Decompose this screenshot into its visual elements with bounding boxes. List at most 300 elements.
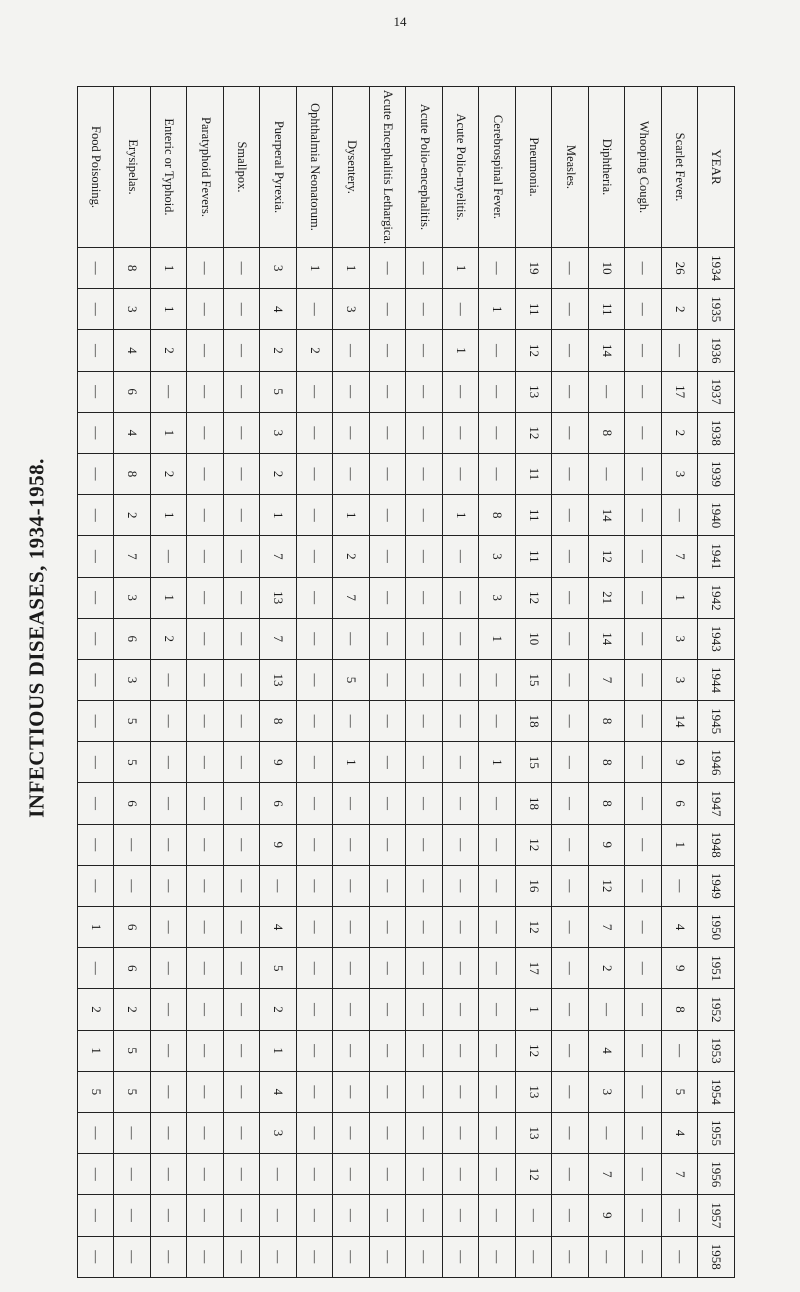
table-cell: — xyxy=(151,948,188,989)
table-cell: — xyxy=(443,453,480,494)
table-cell: — xyxy=(625,1112,662,1153)
year-cell: 1948 xyxy=(698,824,735,865)
column-header: Paratyphoid Fevers. xyxy=(187,87,224,248)
table-cell: — xyxy=(479,412,516,453)
table-cell: 5 xyxy=(114,742,151,783)
table-cell: — xyxy=(370,412,407,453)
table-cell: — xyxy=(406,371,443,412)
table-cell: — xyxy=(297,536,334,577)
table-cell: — xyxy=(333,1236,370,1278)
table-cell: — xyxy=(78,577,115,618)
table-cell: — xyxy=(370,371,407,412)
table-cell: — xyxy=(625,989,662,1030)
table-cell: — xyxy=(443,1030,480,1071)
table-cell: — xyxy=(224,659,261,700)
table-cell: — xyxy=(187,1236,224,1278)
table-cell: — xyxy=(552,248,589,289)
table-cell: 1 xyxy=(151,577,188,618)
table-cell: 3 xyxy=(662,659,699,700)
table-cell: — xyxy=(370,1154,407,1195)
table-cell: 2 xyxy=(662,289,699,330)
table-cell: — xyxy=(151,536,188,577)
table-cell: — xyxy=(151,1112,188,1153)
table-cell: 2 xyxy=(114,495,151,536)
table-cell: — xyxy=(406,948,443,989)
table-cell: — xyxy=(187,412,224,453)
table-cell: 12 xyxy=(516,412,553,453)
table-cell: — xyxy=(187,1154,224,1195)
table-cell: 4 xyxy=(260,289,297,330)
table-cell: — xyxy=(151,989,188,1030)
table-cell: 12 xyxy=(516,907,553,948)
infectious-diseases-table xyxy=(77,86,735,1278)
table-cell: 1 xyxy=(479,742,516,783)
table-cell: — xyxy=(114,824,151,865)
table-cell: — xyxy=(406,1071,443,1112)
table-cell: — xyxy=(224,742,261,783)
table-cell: — xyxy=(406,453,443,494)
table-cell: 12 xyxy=(516,824,553,865)
year-cell: 1943 xyxy=(698,618,735,659)
year-cell: 1951 xyxy=(698,948,735,989)
table-cell: 11 xyxy=(516,453,553,494)
table-cell: — xyxy=(625,1195,662,1236)
table-cell: — xyxy=(224,1071,261,1112)
table-cell: — xyxy=(589,1236,626,1278)
table-cell: 14 xyxy=(589,330,626,371)
table-cell: 1 xyxy=(151,248,188,289)
table-cell: — xyxy=(297,1195,334,1236)
table-cell: — xyxy=(552,412,589,453)
table-cell: — xyxy=(443,824,480,865)
table-cell: — xyxy=(443,289,480,330)
table-cell: — xyxy=(479,1071,516,1112)
table-cell: — xyxy=(151,701,188,742)
year-cell: 1949 xyxy=(698,865,735,906)
table-cell: — xyxy=(370,1030,407,1071)
table-cell: — xyxy=(552,865,589,906)
table-cell: — xyxy=(552,1030,589,1071)
table-cell: 1 xyxy=(297,248,334,289)
table-cell: 10 xyxy=(589,248,626,289)
table-cell: — xyxy=(78,701,115,742)
column-header: Scarlet Fever. xyxy=(662,87,699,248)
column-header: Smallpox. xyxy=(224,87,261,248)
table-cell: — xyxy=(552,536,589,577)
table-cell: — xyxy=(78,865,115,906)
table-cell: — xyxy=(187,659,224,700)
table-row xyxy=(589,87,626,1278)
table-cell: — xyxy=(297,577,334,618)
table-cell: — xyxy=(114,1236,151,1278)
table-cell: 5 xyxy=(114,701,151,742)
table-cell: — xyxy=(479,659,516,700)
table-cell: — xyxy=(333,701,370,742)
table-cell: — xyxy=(151,1071,188,1112)
table-cell: 17 xyxy=(662,371,699,412)
table-cell: 2 xyxy=(333,536,370,577)
year-cell: 1952 xyxy=(698,989,735,1030)
table-cell: — xyxy=(78,371,115,412)
table-cell: — xyxy=(516,1195,553,1236)
table-cell: — xyxy=(187,907,224,948)
table-cell: — xyxy=(297,289,334,330)
table-cell: 19 xyxy=(516,248,553,289)
table-cell: — xyxy=(406,1236,443,1278)
table-cell: — xyxy=(151,783,188,824)
table-cell: — xyxy=(78,618,115,659)
table-cell: — xyxy=(297,948,334,989)
table-cell: — xyxy=(552,1071,589,1112)
table-cell: — xyxy=(662,1236,699,1278)
table-cell: — xyxy=(443,907,480,948)
table-cell: — xyxy=(78,783,115,824)
table-cell: — xyxy=(187,824,224,865)
side-title-text: INFECTIOUS DISEASES, 1934-1958. xyxy=(24,458,49,818)
table-cell: — xyxy=(552,783,589,824)
table-row xyxy=(552,87,589,1278)
year-cell: 1947 xyxy=(698,783,735,824)
table-cell: 1 xyxy=(151,289,188,330)
table-cell: — xyxy=(333,989,370,1030)
table-cell: — xyxy=(224,783,261,824)
table-cell: — xyxy=(443,865,480,906)
column-header: Acute Polio-encephalitis. xyxy=(406,87,443,248)
table-cell: — xyxy=(297,1112,334,1153)
table-cell: 2 xyxy=(151,453,188,494)
table-cell: — xyxy=(625,536,662,577)
table-row xyxy=(78,87,115,1278)
table-cell: 5 xyxy=(260,948,297,989)
table-cell: — xyxy=(406,742,443,783)
table-cell: — xyxy=(370,1112,407,1153)
table-cell: 4 xyxy=(260,907,297,948)
table-cell: — xyxy=(224,948,261,989)
table-cell: 12 xyxy=(589,536,626,577)
table-cell: 3 xyxy=(333,289,370,330)
table-cell: 3 xyxy=(479,536,516,577)
table-cell: 2 xyxy=(662,412,699,453)
table-cell: — xyxy=(552,289,589,330)
table-cell: — xyxy=(187,783,224,824)
table-cell: 2 xyxy=(78,989,115,1030)
table-cell: 5 xyxy=(333,659,370,700)
table-cell: 1 xyxy=(443,495,480,536)
table-cell: — xyxy=(479,453,516,494)
column-header: Whooping Cough. xyxy=(625,87,662,248)
table-cell: — xyxy=(78,742,115,783)
column-header: Cerebrospinal Fever. xyxy=(479,87,516,248)
table-cell: 3 xyxy=(662,453,699,494)
table-cell: — xyxy=(516,1236,553,1278)
table-cell: — xyxy=(443,659,480,700)
table-cell: 1 xyxy=(78,1030,115,1071)
table-cell: — xyxy=(406,989,443,1030)
table-cell: — xyxy=(187,248,224,289)
table-cell: — xyxy=(406,1195,443,1236)
table-cell: — xyxy=(333,1112,370,1153)
table-cell: — xyxy=(297,989,334,1030)
table-cell: — xyxy=(443,1112,480,1153)
table-cell: — xyxy=(552,1154,589,1195)
table-cell: — xyxy=(443,989,480,1030)
table-cell: — xyxy=(224,577,261,618)
table-cell: — xyxy=(662,330,699,371)
table-cell: — xyxy=(406,1112,443,1153)
table-row xyxy=(516,87,553,1278)
table-cell: — xyxy=(552,824,589,865)
table-cell: 5 xyxy=(260,371,297,412)
table-cell: — xyxy=(78,330,115,371)
table-cell: — xyxy=(260,1195,297,1236)
table-cell: — xyxy=(297,1030,334,1071)
table-cell: 7 xyxy=(114,536,151,577)
year-cell: 1939 xyxy=(698,453,735,494)
table-cell: 7 xyxy=(260,618,297,659)
table-row xyxy=(260,87,297,1278)
table-cell: — xyxy=(333,412,370,453)
table-cell: — xyxy=(625,701,662,742)
table-cell: — xyxy=(187,989,224,1030)
table-cell: — xyxy=(552,907,589,948)
table-cell: — xyxy=(151,824,188,865)
year-cell: 1954 xyxy=(698,1071,735,1112)
table-row xyxy=(625,87,662,1278)
table-cell: — xyxy=(625,742,662,783)
table-cell: — xyxy=(297,742,334,783)
table-cell: — xyxy=(187,1030,224,1071)
table-cell: — xyxy=(297,1236,334,1278)
table-cell: — xyxy=(187,1071,224,1112)
side-title xyxy=(8,238,66,1038)
table-cell: — xyxy=(552,618,589,659)
year-cell: 1950 xyxy=(698,907,735,948)
table-cell: 2 xyxy=(260,989,297,1030)
table-cell: 3 xyxy=(260,1112,297,1153)
table-row xyxy=(443,87,480,1278)
table-cell: — xyxy=(406,865,443,906)
table-cell: — xyxy=(78,453,115,494)
table-cell: 11 xyxy=(589,289,626,330)
table-cell: — xyxy=(78,1195,115,1236)
table-cell: — xyxy=(443,618,480,659)
table-cell: — xyxy=(625,1236,662,1278)
table-cell: 13 xyxy=(516,1071,553,1112)
table-cell: 7 xyxy=(589,1154,626,1195)
table-cell: — xyxy=(406,289,443,330)
table-cell: — xyxy=(187,371,224,412)
table-cell: — xyxy=(625,865,662,906)
table-cell: — xyxy=(187,1112,224,1153)
table-cell: 1 xyxy=(151,495,188,536)
table-cell: 12 xyxy=(516,330,553,371)
table-cell: — xyxy=(78,289,115,330)
table-cell: 9 xyxy=(260,742,297,783)
table-cell: 14 xyxy=(589,495,626,536)
table-cell: 6 xyxy=(114,783,151,824)
table-cell: — xyxy=(406,783,443,824)
table-cell: 18 xyxy=(516,783,553,824)
table-cell: — xyxy=(625,453,662,494)
table-cell: — xyxy=(406,248,443,289)
table-cell: — xyxy=(151,907,188,948)
table-cell: 3 xyxy=(589,1071,626,1112)
table-cell: — xyxy=(297,701,334,742)
table-cell: — xyxy=(370,536,407,577)
table-cell: 8 xyxy=(589,742,626,783)
table-cell: — xyxy=(114,865,151,906)
table-cell: 6 xyxy=(114,948,151,989)
table-cell: — xyxy=(78,1154,115,1195)
table-cell: — xyxy=(151,1236,188,1278)
table-cell: 3 xyxy=(114,659,151,700)
table-cell: — xyxy=(625,618,662,659)
table-cell: — xyxy=(114,1195,151,1236)
table-cell: — xyxy=(625,330,662,371)
table-cell: — xyxy=(552,742,589,783)
table-cell: — xyxy=(662,1030,699,1071)
table-cell: — xyxy=(625,948,662,989)
table-cell: 1 xyxy=(260,495,297,536)
table-cell: 1 xyxy=(662,824,699,865)
table-cell: — xyxy=(260,1154,297,1195)
table-cell: — xyxy=(552,330,589,371)
table-cell: — xyxy=(406,536,443,577)
table-cell: 3 xyxy=(114,577,151,618)
table-cell: — xyxy=(443,536,480,577)
table-cell: — xyxy=(443,701,480,742)
table-cell: — xyxy=(187,577,224,618)
table-cell: 8 xyxy=(662,989,699,1030)
table-cell: 12 xyxy=(516,1154,553,1195)
table-cell: — xyxy=(151,865,188,906)
table-cell: — xyxy=(333,1195,370,1236)
column-header: Measles. xyxy=(552,87,589,248)
table-cell: — xyxy=(151,1195,188,1236)
table-cell: 4 xyxy=(662,1112,699,1153)
table-cell: 2 xyxy=(260,453,297,494)
column-header: Dysentery. xyxy=(333,87,370,248)
table-cell: — xyxy=(406,577,443,618)
table-cell: 10 xyxy=(516,618,553,659)
year-cell: 1957 xyxy=(698,1195,735,1236)
table-cell: 4 xyxy=(260,1071,297,1112)
year-cell: 1938 xyxy=(698,412,735,453)
table-cell: — xyxy=(479,783,516,824)
table-cell: 2 xyxy=(260,330,297,371)
table-cell: — xyxy=(370,783,407,824)
table-cell: — xyxy=(370,248,407,289)
table-cell: — xyxy=(78,1112,115,1153)
table-cell: — xyxy=(333,1030,370,1071)
table-cell: — xyxy=(625,371,662,412)
table-cell: — xyxy=(297,907,334,948)
table-cell: — xyxy=(187,948,224,989)
year-cell: 1935 xyxy=(698,289,735,330)
table-cell: — xyxy=(552,371,589,412)
table-cell: — xyxy=(224,907,261,948)
table-cell: 4 xyxy=(662,907,699,948)
table-cell: — xyxy=(370,289,407,330)
table-row xyxy=(698,87,735,1278)
table-cell: — xyxy=(406,701,443,742)
table-cell: — xyxy=(370,1071,407,1112)
table-cell: — xyxy=(224,1236,261,1278)
table-cell: — xyxy=(443,371,480,412)
table-cell: 12 xyxy=(589,865,626,906)
table-cell: — xyxy=(662,495,699,536)
table-cell: 14 xyxy=(662,701,699,742)
table-cell: — xyxy=(479,248,516,289)
table-cell: — xyxy=(187,330,224,371)
table-cell: 1 xyxy=(333,742,370,783)
table-cell: — xyxy=(552,948,589,989)
table-cell: — xyxy=(625,1071,662,1112)
table-cell: — xyxy=(479,1030,516,1071)
table-cell: — xyxy=(224,412,261,453)
table-cell: — xyxy=(552,989,589,1030)
table-cell: — xyxy=(370,577,407,618)
table-cell: — xyxy=(406,495,443,536)
table-cell: — xyxy=(370,865,407,906)
table-cell: — xyxy=(552,1112,589,1153)
table-cell: 5 xyxy=(662,1071,699,1112)
table-cell: 9 xyxy=(589,824,626,865)
table-cell: — xyxy=(297,618,334,659)
table-cell: — xyxy=(443,1154,480,1195)
table-cell: — xyxy=(370,948,407,989)
table-cell: — xyxy=(260,1236,297,1278)
table-cell: 9 xyxy=(662,742,699,783)
table-cell: 6 xyxy=(114,371,151,412)
year-cell: 1944 xyxy=(698,659,735,700)
column-header: Diphtheria. xyxy=(589,87,626,248)
table-cell: — xyxy=(224,701,261,742)
table-cell: — xyxy=(151,742,188,783)
table-cell: — xyxy=(224,989,261,1030)
table-cell: — xyxy=(187,742,224,783)
table-row xyxy=(224,87,261,1278)
table-cell: — xyxy=(297,824,334,865)
table-cell: — xyxy=(297,412,334,453)
table-cell: — xyxy=(297,1071,334,1112)
table-cell: 6 xyxy=(662,783,699,824)
table-cell: — xyxy=(589,989,626,1030)
table-cell: 7 xyxy=(662,1154,699,1195)
table-cell: — xyxy=(552,495,589,536)
table-cell: — xyxy=(443,1236,480,1278)
table-cell: 9 xyxy=(260,824,297,865)
table-cell: 4 xyxy=(114,330,151,371)
table-cell: 11 xyxy=(516,495,553,536)
table-cell: 11 xyxy=(516,289,553,330)
column-header: YEAR xyxy=(698,87,735,248)
table-cell: — xyxy=(479,824,516,865)
table-cell: 1 xyxy=(333,248,370,289)
table-row xyxy=(479,87,516,1278)
year-cell: 1953 xyxy=(698,1030,735,1071)
table-cell: — xyxy=(625,1030,662,1071)
table-cell: 4 xyxy=(589,1030,626,1071)
table-cell: 17 xyxy=(516,948,553,989)
table-cell: 1 xyxy=(78,907,115,948)
table-cell: — xyxy=(443,783,480,824)
table-cell: 1 xyxy=(443,248,480,289)
table-cell: — xyxy=(552,1195,589,1236)
table-cell: — xyxy=(333,330,370,371)
year-cell: 1958 xyxy=(698,1236,735,1278)
table-cell: — xyxy=(589,371,626,412)
